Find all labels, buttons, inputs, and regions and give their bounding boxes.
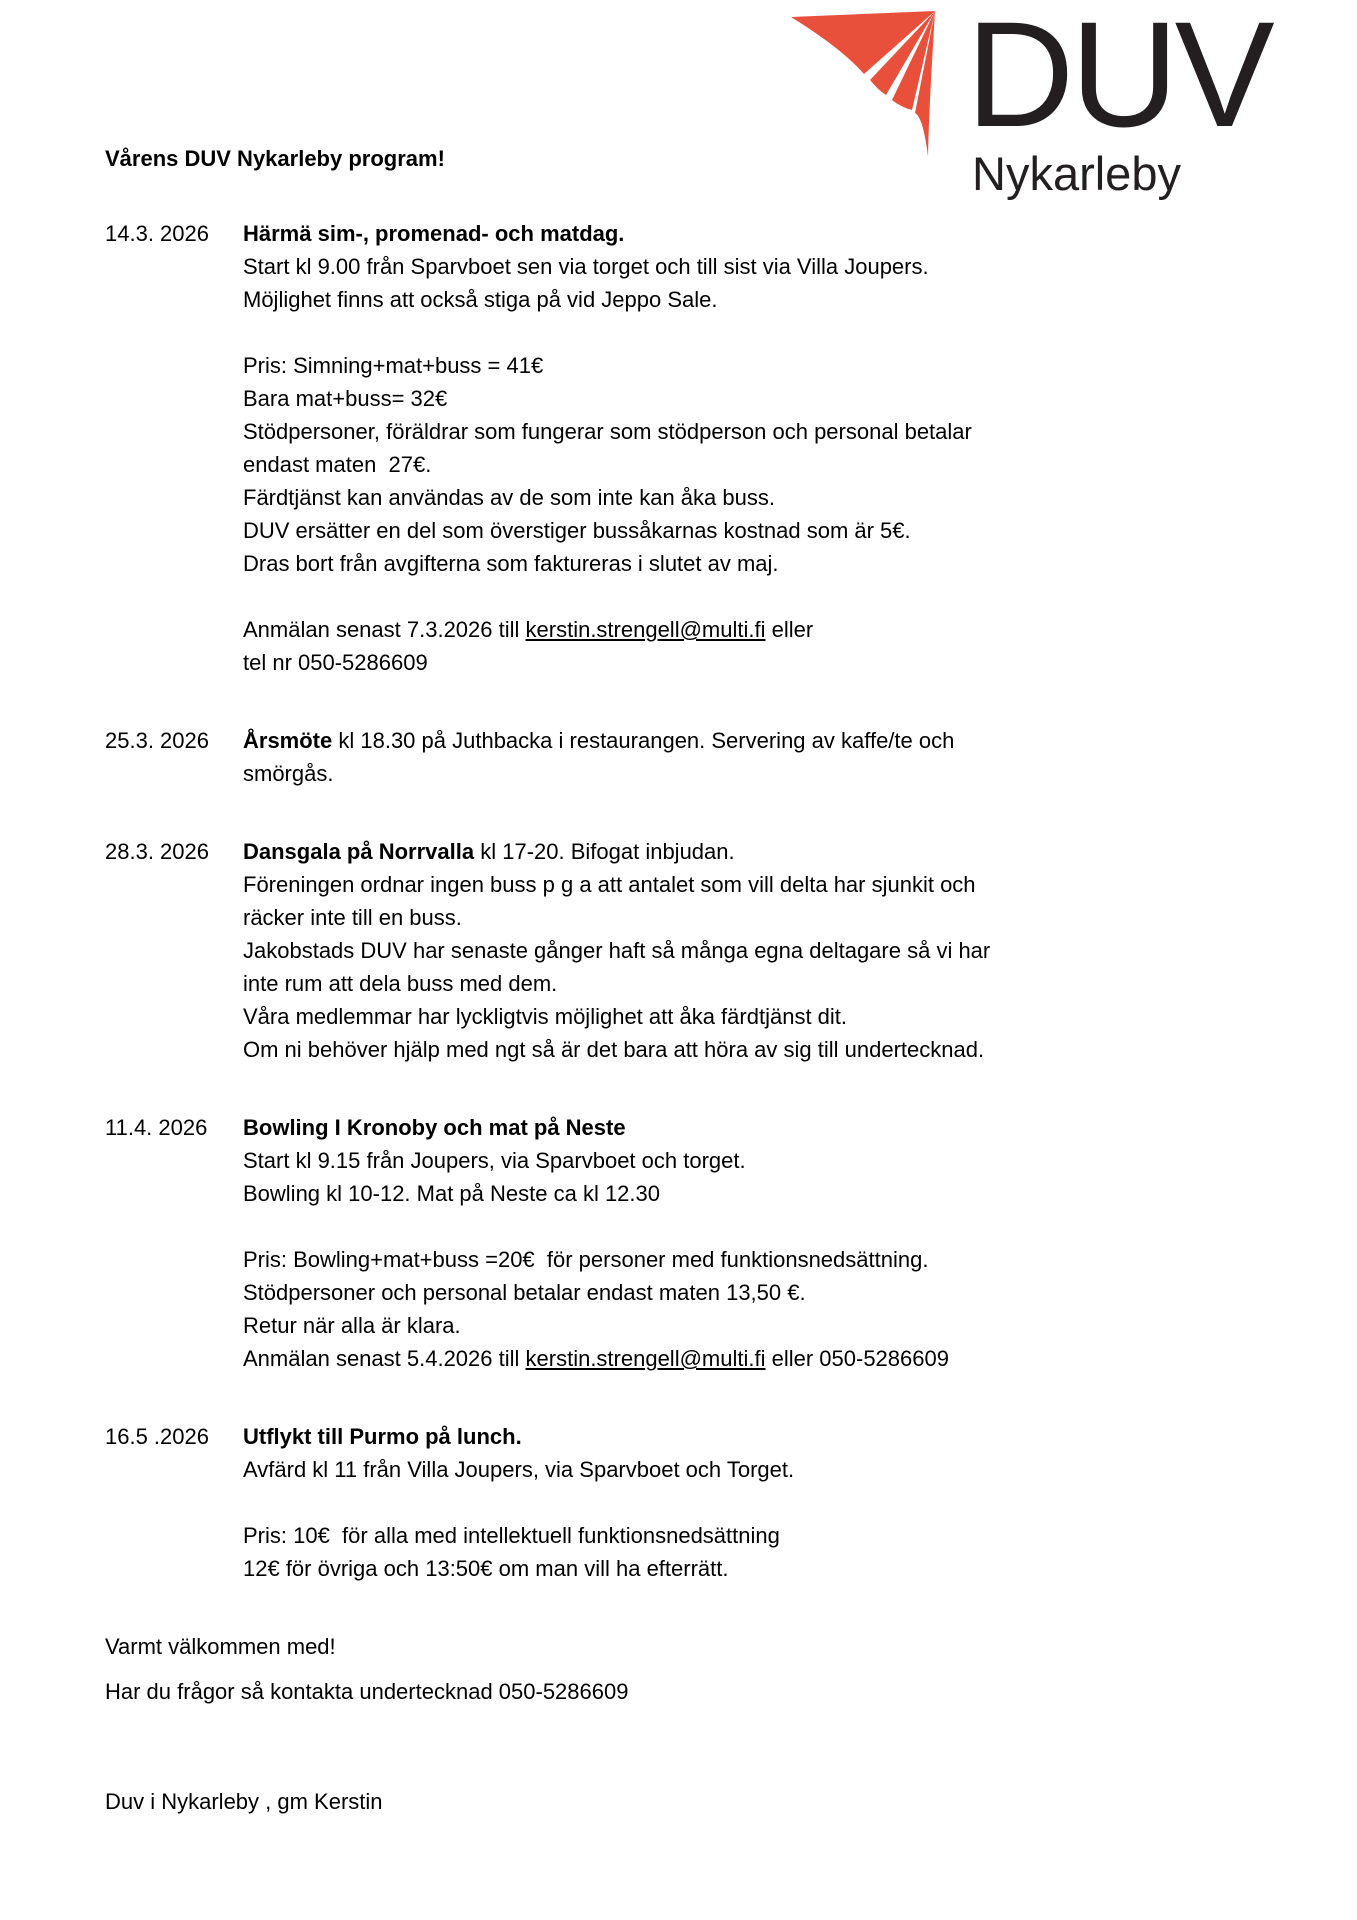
text-segment: kl 17-20. Bifogat inbjudan. [474, 839, 735, 864]
text-segment: tel nr 050-5286609 [243, 650, 428, 675]
event-heading: Utflykt till Purmo på lunch. [243, 1424, 522, 1449]
text-line [243, 580, 1295, 613]
text-line [243, 1000, 1295, 1033]
event-date: 28.3. 2026 [105, 839, 209, 864]
text-segment: endast maten 27€. [243, 452, 432, 477]
text-line [243, 1276, 1295, 1309]
text-line [243, 481, 1295, 514]
text-segment: inte rum att dela buss med dem. [243, 971, 558, 996]
text-segment: Start kl 9.15 från Joupers, via Sparvboet och torget. [243, 1148, 746, 1173]
text-segment: Om ni behöver hjälp med ngt så är det bara att höra av sig till undertecknad. [243, 1037, 985, 1062]
text-line [243, 1144, 1295, 1177]
event-heading: Bowling I Kronoby och mat på Neste [243, 1115, 626, 1140]
text-line [243, 382, 1295, 415]
event-date: 11.4. 2026 [105, 1115, 208, 1140]
text-line [243, 646, 1295, 679]
text-segment: smörgås. [243, 761, 334, 786]
text-line [243, 1486, 1295, 1519]
text-line [243, 1111, 1295, 1144]
text-segment: Start kl 9.00 från Sparvboet sen via torget och till sist via Villa Joupers. [243, 254, 929, 279]
document-footer [105, 1630, 1295, 1818]
text-line [243, 283, 1295, 316]
text-segment: Våra medlemmar har lyckligtvis möjlighet att åka färdtjänst dit. [243, 1004, 848, 1029]
text-line [243, 901, 1295, 934]
signature-line: Duv i Nykarleby , gm Kerstin [105, 1789, 383, 1814]
text-line [243, 724, 1295, 757]
text-segment: Färdtjänst kan användas av de som inte kan åka buss. [243, 485, 775, 510]
text-line [243, 1033, 1295, 1066]
text-line [243, 415, 1295, 448]
text-line [243, 835, 1295, 868]
email-link[interactable]: kerstin.strengell@multi.fi [525, 1346, 766, 1371]
text-line [243, 349, 1295, 382]
closing-line: Varmt välkommen med! [105, 1634, 336, 1659]
text-segment: eller 050-5286609 [765, 1346, 949, 1371]
text-line [243, 967, 1295, 1000]
text-segment: 12€ för övriga och 13:50€ om man vill ha efterrätt. [243, 1556, 729, 1581]
email-link[interactable]: kerstin.strengell@multi.fi [525, 617, 766, 642]
text-segment: räcker inte till en buss. [243, 905, 462, 930]
text-segment: Stödpersoner och personal betalar endast maten 13,50 €. [243, 1280, 806, 1305]
text-segment: Pris: Simning+mat+buss = 41€ [243, 353, 544, 378]
text-segment: Möjlighet finns att också stiga på vid Jeppo Sale. [243, 287, 718, 312]
text-line [243, 547, 1295, 580]
event-body [243, 1111, 1295, 1375]
text-line [243, 868, 1295, 901]
event-body [243, 1420, 1295, 1585]
text-line [243, 934, 1295, 967]
event-date: 16.5 .2026 [105, 1424, 209, 1449]
text-segment: Dras bort från avgifterna som faktureras i slutet av maj. [243, 551, 779, 576]
event-date: 14.3. 2026 [105, 221, 209, 246]
event-row [105, 724, 1295, 790]
text-segment: Anmälan senast 7.3.2026 till [243, 617, 526, 642]
text-segment: Pris: Bowling+mat+buss =20€ för personer med funktionsnedsättning. [243, 1247, 929, 1272]
logo-brand-text: DUV [966, 0, 1271, 158]
text-line [243, 1552, 1295, 1585]
text-segment: Bowling kl 10-12. Mat på Neste ca kl 12.30 [243, 1181, 661, 1206]
text-line [243, 1342, 1295, 1375]
event-row [105, 217, 1295, 679]
text-line [243, 217, 1295, 250]
text-line [243, 1420, 1295, 1453]
text-line [243, 1519, 1295, 1552]
text-line [243, 1453, 1295, 1486]
kite-icon [788, 8, 938, 160]
text-line [243, 1309, 1295, 1342]
text-segment: kl 18.30 på Juthbacka i restaurangen. Servering av kaffe/te och [332, 728, 955, 753]
contact-line: Har du frågor så kontakta undertecknad 050-5286609 [105, 1679, 629, 1704]
text-segment: Stödpersoner, föräldrar som fungerar som stödperson och personal betalar [243, 419, 972, 444]
text-segment: Anmälan senast 5.4.2026 till [243, 1346, 526, 1371]
event-body [243, 217, 1295, 679]
text-line [243, 1177, 1295, 1210]
text-line [243, 1210, 1295, 1243]
document-content [105, 142, 1295, 1818]
event-heading: Dansgala på Norrvalla [243, 839, 475, 864]
text-line [243, 1243, 1295, 1276]
event-row [105, 1111, 1295, 1375]
text-segment: Retur när alla är klara. [243, 1313, 461, 1338]
text-line [243, 448, 1295, 481]
event-body [243, 835, 1295, 1066]
event-date: 25.3. 2026 [105, 728, 209, 753]
logo-city-text: Nykarleby [972, 147, 1181, 200]
text-segment: Pris: 10€ för alla med intellektuell funktionsnedsättning [243, 1523, 780, 1548]
text-segment: eller [765, 617, 814, 642]
text-segment: Avfärd kl 11 från Villa Joupers, via Sparvboet och Torget. [243, 1457, 795, 1482]
text-line [243, 316, 1295, 349]
text-segment: Bara mat+buss= 32€ [243, 386, 448, 411]
text-line [243, 757, 1295, 790]
text-line [243, 250, 1295, 283]
event-heading: Härmä sim-, promenad- och matdag. [243, 221, 625, 246]
text-line [243, 613, 1295, 646]
events-list [105, 217, 1295, 1585]
text-line [243, 514, 1295, 547]
event-row [105, 835, 1295, 1066]
page-title: Vårens DUV Nykarleby program! [105, 146, 445, 171]
text-segment: Jakobstads DUV har senaste gånger haft så många egna deltagare så vi har [243, 938, 991, 963]
text-segment: Föreningen ordnar ingen buss p g a att antalet som vill delta har sjunkit och [243, 872, 976, 897]
event-heading: Årsmöte [243, 728, 333, 753]
text-segment: DUV ersätter en del som överstiger bussåkarnas kostnad som är 5€. [243, 518, 911, 543]
event-row [105, 1420, 1295, 1585]
event-body [243, 724, 1295, 790]
